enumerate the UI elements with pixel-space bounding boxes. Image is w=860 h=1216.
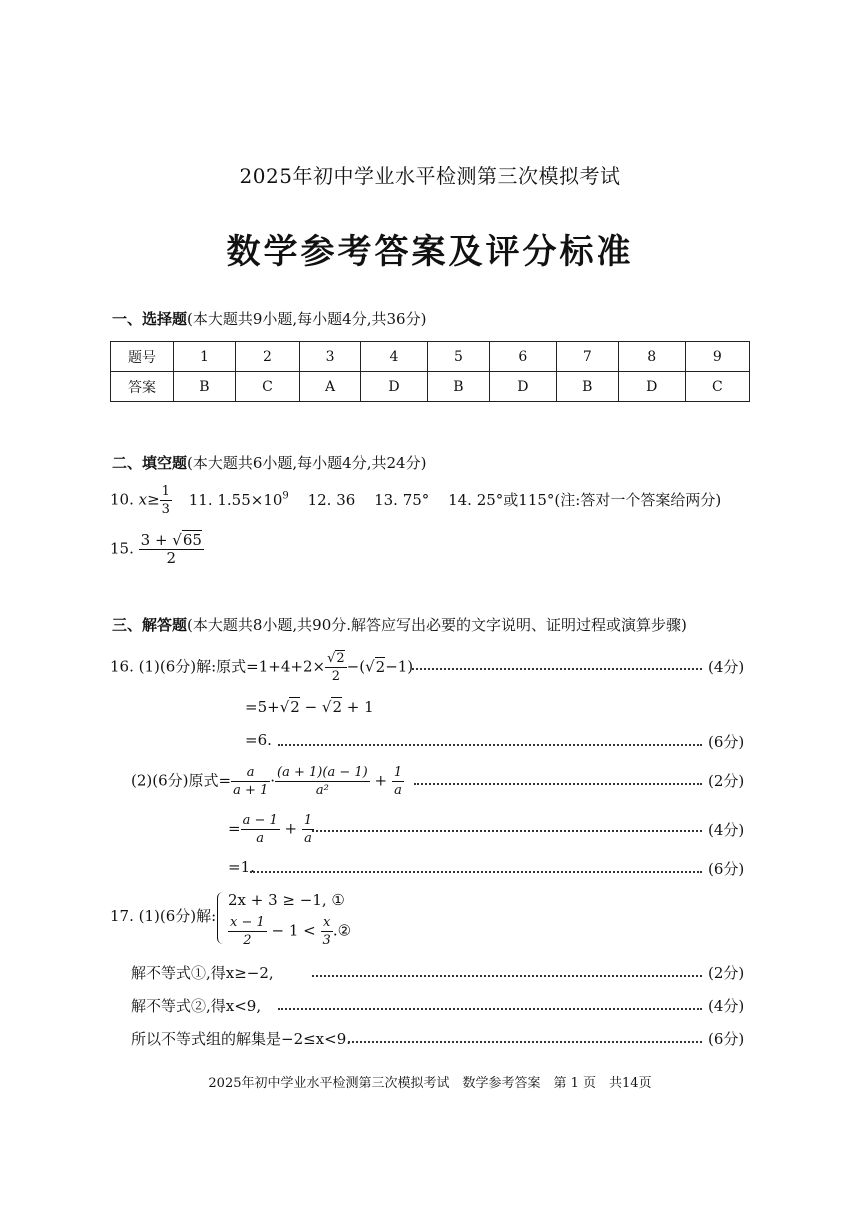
fraction: $\frac{1}{a}$ [393, 765, 403, 798]
table-cell: 1 [174, 342, 236, 372]
row-label: 答案 [111, 372, 174, 402]
section2-note: (本大题共6小题,每小题4分,共24分) [187, 454, 427, 472]
leader-dots [312, 975, 702, 977]
score-label: (4分) [708, 821, 745, 839]
q14-answer: 14. 25°或115°(注:答对一个答案给两分) [448, 490, 722, 509]
leader-dots [348, 1041, 702, 1043]
section3-title: 三、解答题 [112, 616, 188, 634]
answer-table [110, 341, 750, 402]
table-cell: 8 [618, 342, 685, 372]
q16-2-step3: =1. [228, 858, 255, 876]
q16-1-step2: =5+√2 − √2 + 1 [245, 698, 374, 716]
section1-heading [112, 308, 426, 329]
q16-1-suffix-a: −( [346, 657, 366, 676]
score-label: (2分) [708, 772, 745, 790]
q17-eq2: $\frac{x - 1}{2}$ − 1 < $\frac{x}{3}$ .② [230, 915, 352, 948]
fraction: $\frac{a}{a + 1}$ [233, 765, 269, 798]
table-cell: C [235, 372, 299, 402]
system-brace [217, 892, 224, 944]
frac-den: 2 [331, 669, 340, 684]
leader-dots [312, 830, 702, 832]
q12-answer: 12. 36 [307, 490, 356, 509]
q15-prefix: 15. [110, 539, 134, 558]
table-cell: A [300, 372, 361, 402]
q10-var: x [138, 490, 148, 509]
section3-heading [112, 614, 687, 635]
q16-2-step2: = $\frac{a - 1}{a}$ + $\frac{1}{a}$ [228, 813, 313, 846]
table-cell: D [489, 372, 556, 402]
section1-note: (本大题共9小题,每小题4分,共36分) [187, 310, 427, 328]
table-cell: D [361, 372, 428, 402]
q13-answer: 13. 75° [374, 490, 430, 509]
table-cell: 5 [428, 342, 490, 372]
q15-fraction [139, 532, 204, 567]
table-cell: B [556, 372, 618, 402]
q15-num-a: 3 + [140, 531, 173, 549]
q17-eq1: 2x + 3 ≥ −1, ① [228, 891, 345, 909]
table-cell: C [685, 372, 749, 402]
table-cell: B [174, 372, 236, 402]
leader-dots [250, 871, 702, 873]
leader-dots [278, 1008, 702, 1010]
score-label: (2分) [708, 964, 745, 982]
q16-1-suffix-c: −1) [385, 657, 414, 676]
table-row [111, 372, 750, 402]
q17-step1: 解不等式①,得x≥−2, [131, 964, 274, 982]
q16-1-prefix: 16. (1)(6分)解:原式=1+4+2× [110, 657, 326, 676]
score-label: (6分) [708, 860, 745, 878]
q15-sqrt: 65 [182, 531, 202, 549]
q15-num: 3 + √65 [140, 531, 202, 549]
leader-dots [278, 744, 702, 746]
table-cell: B [428, 372, 490, 402]
q17-prefix: 17. (1)(6分)解: [110, 907, 217, 925]
table-cell: 7 [556, 342, 618, 372]
table-cell: 9 [685, 342, 749, 372]
row-label: 题号 [111, 342, 174, 372]
q10-rel: ≥ [147, 490, 160, 509]
q11-exp: 9 [282, 490, 289, 502]
score-label: (6分) [708, 733, 745, 751]
page-footer: 2025年初中学业水平检测第三次模拟考试 数学参考答案 第 1 页 共14页 [208, 1076, 652, 1091]
fraction: $\frac{a - 1}{a}$ [242, 813, 278, 846]
leader-dots [412, 668, 702, 670]
table-cell: 3 [300, 342, 361, 372]
table-row [111, 342, 750, 372]
fraction: $\frac{x - 1}{2}$ [230, 915, 265, 948]
section2-heading [112, 452, 426, 473]
frac-num: √2 [327, 651, 345, 666]
q11-answer: 11. 1.55×10 [188, 490, 283, 509]
section1-title: 一、选择题 [112, 310, 188, 328]
q16-1-line: 16. (1)(6分)解:原式=1+4+2× $\frac{√2}{2}$ −(√2−1) [110, 651, 414, 684]
q17-step3: 所以不等式组的解集是−2≤x<9. [131, 1030, 352, 1048]
q17-step2: 解不等式②,得x<9, [131, 997, 262, 1015]
q10-num: 1 [161, 484, 170, 499]
q16-2-prefix: (2)(6分)原式= [131, 771, 232, 790]
fill-answers-line [110, 483, 721, 518]
q16-2-line: (2)(6分)原式= $\frac{a}{a + 1}$ · $\frac{(a + 1)(a - 1)}{\text{a²}}$ + $\frac{1}{a}$ [131, 765, 403, 798]
fraction: $\frac{1}{a}$ [303, 813, 313, 846]
q15-den: 2 [166, 549, 177, 567]
q10-fraction [160, 483, 172, 518]
score-label: (4分) [708, 658, 745, 676]
fraction: $\frac{(a + 1)(a - 1)}{\text{a²}}$ [277, 765, 368, 798]
sqrt2-over-2 [325, 650, 347, 685]
score-label: (6分) [708, 1030, 745, 1048]
q16-1-sqrt: 2 [375, 657, 386, 676]
exam-subtitle: 2025年初中学业水平检测第三次模拟考试 [239, 164, 621, 188]
q10-prefix: 10. [110, 490, 139, 509]
table-cell: 6 [489, 342, 556, 372]
fraction: $\frac{x}{3}$ [322, 915, 331, 948]
q15-line [110, 532, 204, 567]
section3-note: (本大题共8小题,共90分.解答应写出必要的文字说明、证明过程或演算步骤) [187, 616, 687, 634]
table-cell: 2 [235, 342, 299, 372]
leader-dots [414, 783, 702, 785]
table-cell: D [618, 372, 685, 402]
section2-title: 二、填空题 [112, 454, 188, 472]
score-label: (4分) [708, 997, 745, 1015]
q10-den: 3 [161, 502, 170, 517]
q16-1-step3: =6. [245, 731, 272, 749]
table-cell: 4 [361, 342, 428, 372]
page-title: 数学参考答案及评分标准 [226, 232, 634, 272]
